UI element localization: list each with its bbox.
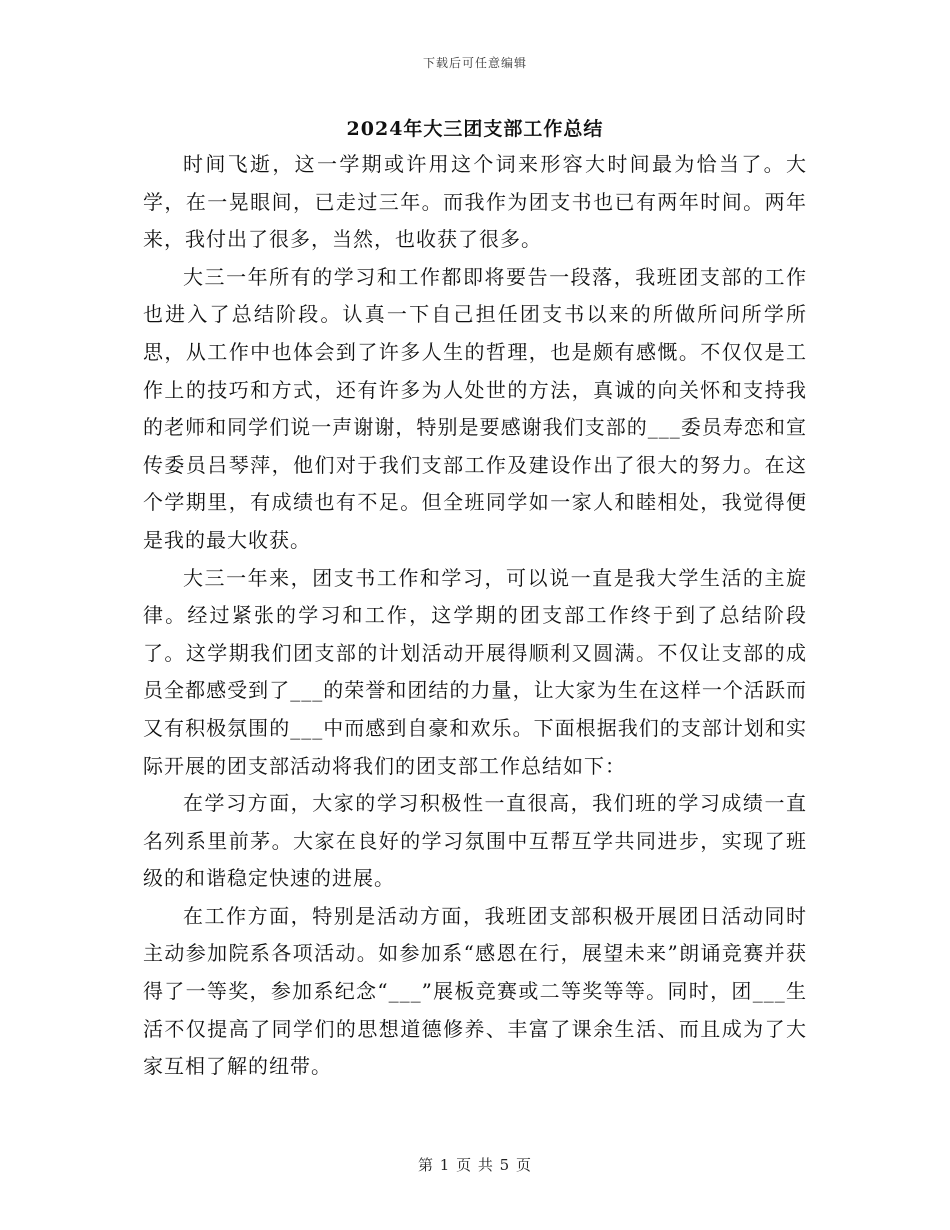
- paragraph: 大三一年来，团支书工作和学习，可以说一直是我大学生活的主旋律。经过紧张的学习和工作，这学期的团支部工作终于到了总结阶段了。这学期我们团支部的计划活动开展得顺利又圆满。不仅让支部的成员全都感受到了___的荣誉和团结的力量，让大家为生在这样一个活跃而又有积极氛围的___中而感到自豪和欢乐。下面根据我们的支部计划和实际开展的团支部活动将我们的团支部工作总结如下：: [143, 565, 807, 778]
- page-header-note: 下载后可任意编辑: [422, 56, 527, 70]
- document-title: 2024年大三团支部工作总结: [346, 118, 604, 140]
- paragraph: 在学习方面，大家的学习积极性一直很高，我们班的学习成绩一直名列系里前茅。大家在良好的学习氛围中互帮互学共同进步，实现了班级的和谐稳定快速的进展。: [143, 791, 807, 891]
- paragraph: 在工作方面，特别是活动方面，我班团支部积极开展团日活动同时主动参加院系各项活动。如参加系“感恩在行，展望未来”朗诵竞赛并获得了一等奖，参加系纪念“___”展板竞赛或二等奖等等。同时，团___生活不仅提高了同学们的思想道德修养、丰富了课余生活、而且成为了大家互相了解的纽带。: [143, 903, 807, 1079]
- paragraph: 时间飞逝，这一学期或许用这个词来形容大时间最为恰当了。大学，在一晃眼间，已走过三年。而我作为团支书也已有两年时间。两年来，我付出了很多，当然，也收获了很多。: [143, 152, 807, 252]
- page-number: 第 1 页 共 5 页: [418, 1156, 532, 1174]
- document-body: [143, 146, 807, 1086]
- paragraph: 大三一年所有的学习和工作都即将要告一段落，我班团支部的工作也进入了总结阶段。认真一下自己担任团支书以来的所做所问所学所思，从工作中也体会到了许多人生的哲理，也是颇有感慨。不仅仅是工作上的技巧和方式，还有许多为人处世的方法，真诚的向关怀和支持我的老师和同学们说一声谢谢，特别是要感谢我们支部的___委员寿恋和宣传委员吕琴萍，他们对于我们支部工作及建设作出了很大的努力。在这个学期里，有成绩也有不足。但全班同学如一家人和睦相处，我觉得便是我的最大收获。: [143, 264, 807, 552]
